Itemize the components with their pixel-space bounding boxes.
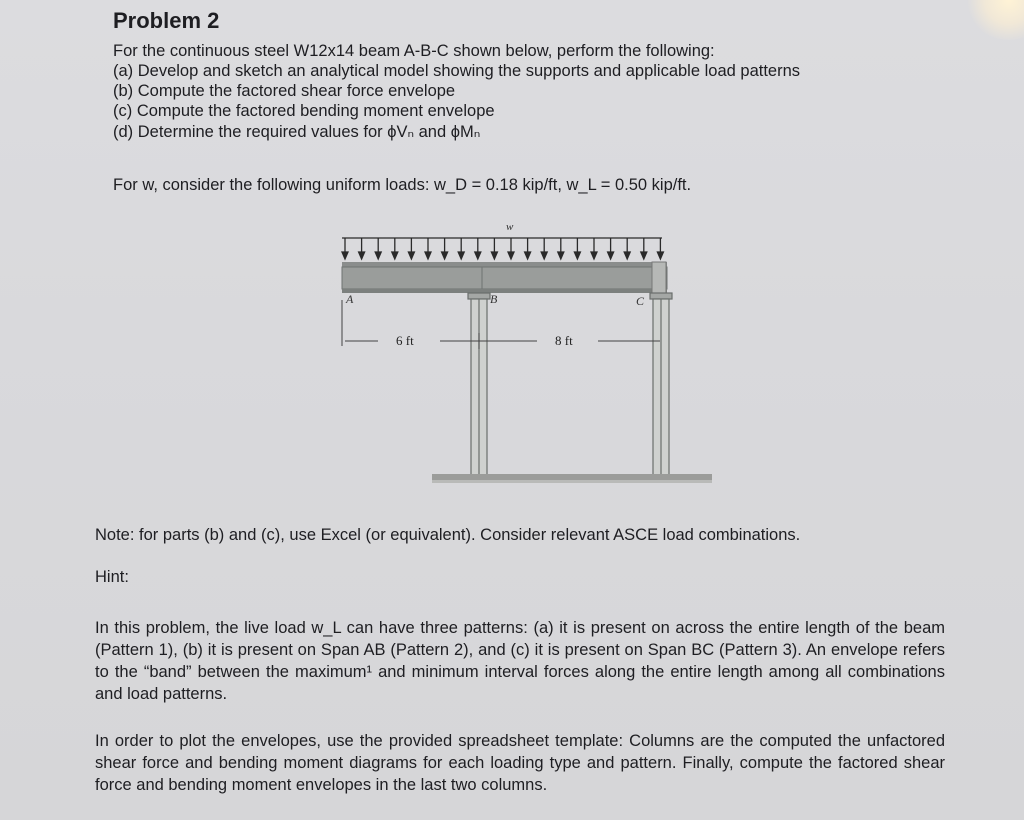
beam-bottom-flange [342, 289, 667, 293]
load-arrow-head [641, 252, 647, 259]
problem-intro: For the continuous steel W12x14 beam A-B-C shown below, perform the following: [113, 42, 715, 60]
load-arrow-head [591, 252, 597, 259]
task-d: (d) Determine the required values for ϕVₙ and ϕMₙ [113, 123, 481, 141]
hint-label: Hint: [95, 568, 129, 586]
loads-text: For w, consider the following uniform loads: w_D = 0.18 kip/ft, w_L = 0.50 kip/ft. [113, 176, 692, 194]
load-arrow-head [359, 252, 365, 259]
load-arrow-head [408, 252, 414, 259]
load-arrow-head [657, 252, 663, 259]
task-c: (c) Compute the factored bending moment envelope [113, 102, 495, 120]
beam-web [342, 267, 667, 289]
load-arrow-head [392, 252, 398, 259]
load-arrow-head [375, 252, 381, 259]
point-c-label: C [636, 294, 645, 308]
load-arrow-head [608, 252, 614, 259]
point-b-label: B [490, 292, 498, 306]
ground [432, 474, 712, 480]
load-arrow-head [425, 252, 431, 259]
load-arrow-head [342, 252, 348, 259]
end-plate-c [652, 262, 666, 293]
load-arrow-head [475, 252, 481, 259]
dimension-lines [342, 300, 660, 349]
span-ab-label: 6 ft [396, 333, 414, 348]
task-b: (b) Compute the factored shear force envelope [113, 82, 456, 100]
problem-title: Problem 2 [113, 8, 220, 33]
load-arrow-head [508, 252, 514, 259]
note-text: Note: for parts (b) and (c), use Excel (or equivalent). Consider relevant ASCE load combinations. [95, 526, 801, 544]
load-arrow-head [541, 252, 547, 259]
load-arrow-head [624, 252, 630, 259]
load-arrow-head [491, 252, 497, 259]
load-arrow-head [558, 252, 564, 259]
column-b [468, 293, 490, 475]
load-arrows [342, 238, 663, 259]
hint-paragraph-2: In order to plot the envelopes, use the provided spreadsheet template: Columns are the computed the unfactored shear force and bending moment diagrams for each loading type and pattern. Finally, compute the factored shear force and bending moment envelopes in the last two columns. [95, 732, 945, 794]
point-a-label: A [346, 292, 354, 306]
load-arrow-head [458, 252, 464, 259]
column-c [650, 293, 672, 475]
load-arrow-head [442, 252, 448, 259]
task-a: (a) Develop and sketch an analytical model showing the supports and applicable load patterns [113, 62, 801, 80]
load-label: w [506, 221, 514, 233]
beam-top-flange [342, 262, 667, 267]
load-arrow-head [525, 252, 531, 259]
span-bc-label: 8 ft [555, 333, 573, 348]
load-arrow-head [574, 252, 580, 259]
hint-paragraph-1: In this problem, the live load w_L can have three patterns: (a) it is present on across the entire length of the beam (Pattern 1), (b) it is present on Span AB (Pattern 2), and (c) it is present on Span BC (Pattern 3). An envelope refers to the “band” between the maximum¹ and minimum interval forces along the entire length among all combinations and load patterns. [95, 619, 945, 703]
